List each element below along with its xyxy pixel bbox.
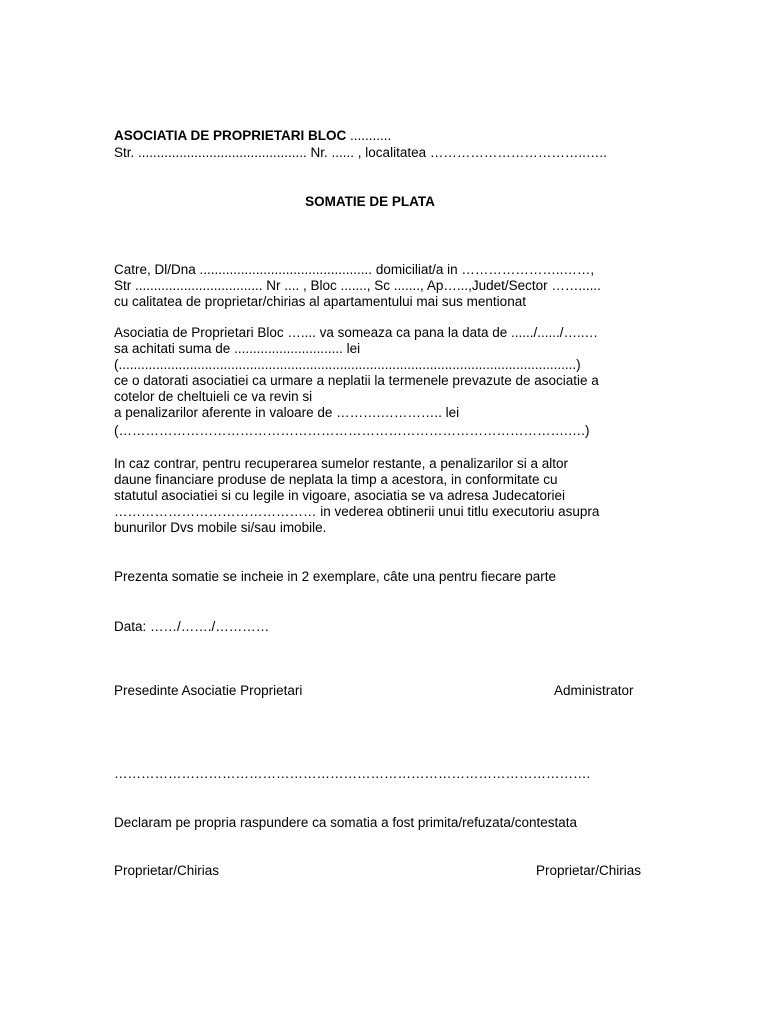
association-name: ASOCIATIA DE PROPRIETARI BLOC (114, 128, 347, 143)
body1-line-3: (..........................................................................................................................) (114, 357, 581, 372)
body2-line-4: ……………………………………… in vederea obtinerii unui titlu executoriu asupra (114, 504, 600, 519)
body2-line-5: bunurilor Dvs mobile si/sau imobile. (114, 520, 327, 535)
declaration-text: Declaram pe propria raspundere ca somatia a fost primita/refuzata/contestata (114, 815, 577, 830)
association-heading (114, 128, 391, 144)
recipient-line-1: Catre, Dl/Dna .............................................. domiciliat/a in …………………..……, (114, 262, 595, 277)
document-title: SOMATIE DE PLATA (305, 194, 435, 209)
tenant-signature-right: Proprietar/Chirias (536, 863, 642, 878)
separator-dots: ……………………………………………………………………………………………. (114, 766, 591, 781)
body1-line-4: ce o datorati asociatiei ca urmare a neplatii la termenele prevazute de asociatie a (114, 373, 599, 388)
body1-line-6: a penalizarilor aferente in valoare de ……….………….. lei (114, 405, 460, 420)
body2-line-1: In caz contrar, pentru recuperarea sumelor restante, a penalizarilor si a altor (114, 456, 568, 471)
date-line: Data: ……/……./………… (114, 619, 270, 634)
body2-line-3: statutul asociatiei si cu legile in vigoare, asociatia se va adresa Judecatoriei (114, 488, 565, 503)
president-signature-label: Presedinte Asociatie Proprietari (114, 683, 303, 698)
administrator-signature-label: Administrator (554, 683, 634, 698)
association-address: Str. ............................................. Nr. ...... , localitatea ……………………………..….. (114, 145, 607, 160)
association-bloc-blank: ........... (346, 128, 392, 143)
recipient-line-2: Str .................................. Nr .... , Bloc ......., Sc ......., Ap…...,Judet/Sector ……...... (114, 278, 601, 293)
tenant-signature-left: Proprietar/Chirias (114, 863, 220, 878)
body1-line-5: cotelor de cheltuieli ce va revin si (114, 389, 313, 404)
body1-line-7: (……………………………………………………………………………………….….) (114, 423, 590, 438)
body1-line-1: Asociatia de Proprietari Bloc ….... va someaza ca pana la data de ....../....../…..… (114, 325, 598, 340)
recipient-line-3: cu calitatea de proprietar/chirias al apartamentului mai sus mentionat (114, 294, 526, 309)
body1-line-2: sa achitati suma de ............................. lei (114, 341, 361, 356)
body2-line-2: daune financiare produse de neplata la timp a acestora, in conformitate cu (114, 472, 558, 487)
copies-note: Prezenta somatie se incheie in 2 exemplare, câte una pentru fiecare parte (114, 569, 557, 584)
